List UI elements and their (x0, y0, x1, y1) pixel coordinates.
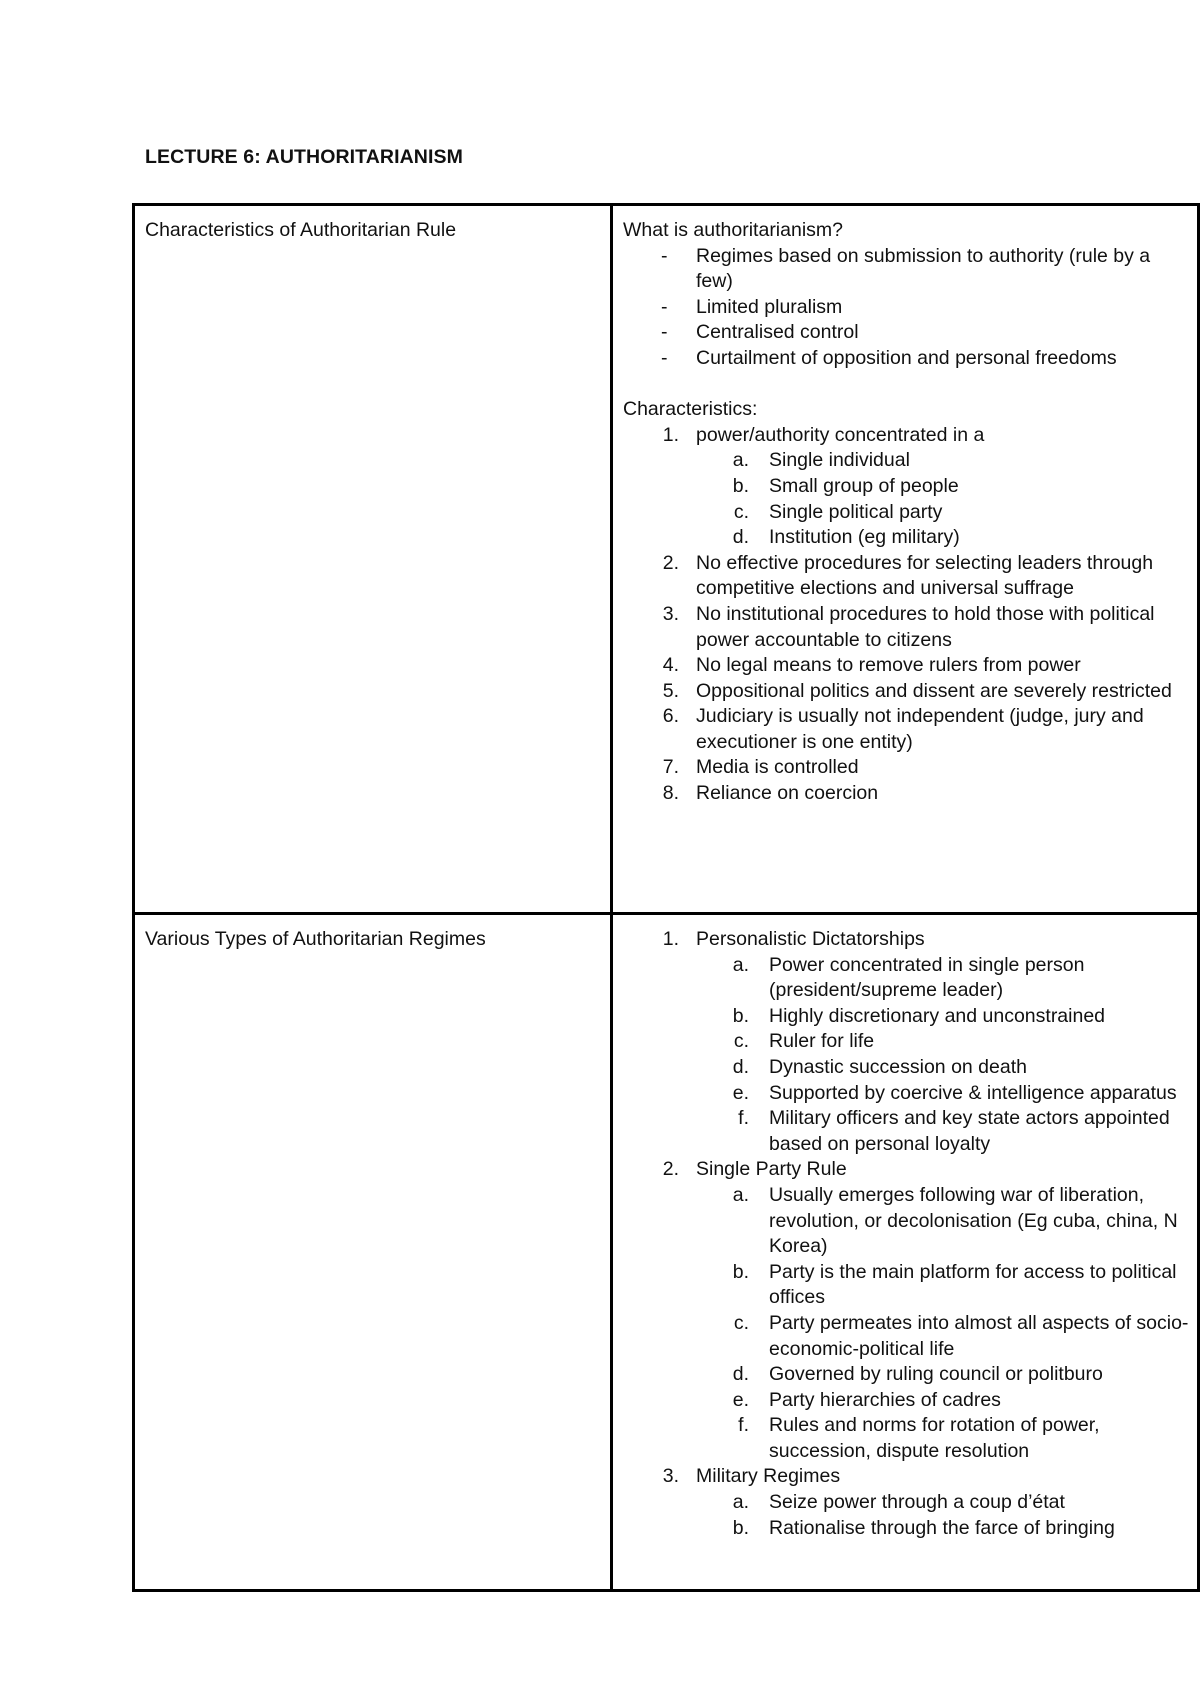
list-letter: f. (738, 1107, 749, 1130)
list-item (623, 927, 1189, 953)
sub-list-item (623, 448, 1189, 474)
sub-list-item (623, 953, 1189, 1004)
sub-list-item-text: Power concentrated in single person (president/supreme leader) (769, 953, 1085, 1002)
list-item-text: power/authority concentrated in a (696, 423, 985, 446)
list-letter: b. (732, 1260, 749, 1283)
list-letter: d. (732, 1363, 749, 1386)
list-letter: b. (732, 1004, 749, 1027)
list-item (623, 320, 1189, 346)
list-number: 1. (662, 423, 679, 446)
sub-list-item-text: Usually emerges following war of liberation, revolution, or decolonisation (Eg cuba, china, N Korea) (769, 1183, 1178, 1258)
list-item-text: Curtailment of opposition and personal freedoms (696, 346, 1117, 369)
list-letter: c. (733, 500, 749, 523)
list-number: 4. (662, 654, 679, 677)
sub-list-item (623, 1260, 1189, 1311)
list-item-text: Reliance on coercion (696, 782, 879, 805)
list-letter: b. (732, 1516, 749, 1539)
row-content-cell (612, 205, 1199, 914)
sub-list-item (623, 1388, 1189, 1414)
row-heading-cell (134, 914, 612, 1591)
list-letter: a. (732, 1183, 749, 1206)
sub-list-item-text: Rules and norms for rotation of power, succession, dispute resolution (769, 1414, 1100, 1462)
list-number: 3. (662, 602, 679, 625)
dash-marker: - (661, 244, 668, 267)
list-number: 6. (662, 705, 679, 728)
list-item (623, 551, 1189, 602)
list-item (623, 781, 1189, 807)
list-item (623, 653, 1189, 679)
sub-list-item (623, 1490, 1189, 1516)
list-number: 2. (662, 551, 679, 574)
sub-list-item (623, 1081, 1189, 1107)
dash-marker: - (661, 346, 668, 369)
sub-list-item-text: Institution (eg military) (769, 526, 960, 549)
characteristics-heading: Characteristics: (623, 398, 758, 421)
definition-heading: What is authoritarianism? (623, 219, 844, 241)
list-item-text: Centralised control (696, 321, 859, 344)
sub-list-item (623, 525, 1189, 551)
sub-list-item-text: Rationalise through the farce of bringing (769, 1516, 1115, 1539)
list-item-text: Oppositional politics and dissent are severely restricted (696, 679, 1172, 702)
list-item-text: Military Regimes (696, 1465, 841, 1488)
sub-list-item-text: Seize power through a coup d’état (769, 1491, 1065, 1514)
sub-list-item (623, 1413, 1189, 1464)
sub-list-item (623, 474, 1189, 500)
sub-list-item (623, 1516, 1189, 1542)
notes-table (132, 203, 1200, 1592)
list-number: 2. (662, 1158, 679, 1181)
sub-list-item-text: Party is the main platform for access to political offices (769, 1260, 1177, 1309)
sub-list-item-text: Dynastic succession on death (769, 1055, 1027, 1078)
list-item-text: Judiciary is usually not independent (judge, jury and executioner is one entity) (696, 705, 1144, 753)
list-item (623, 346, 1189, 372)
sub-list-item-text: Ruler for life (769, 1030, 875, 1053)
list-number: 3. (662, 1465, 679, 1488)
list-letter: e. (732, 1081, 749, 1104)
table-row (134, 914, 1199, 1591)
list-number: 5. (662, 679, 679, 702)
sub-list-item-text: Highly discretionary and unconstrained (769, 1004, 1106, 1027)
list-item (623, 679, 1189, 705)
document-title: LECTURE 6: AUTHORITARIANISM (145, 146, 463, 168)
sub-list-item-text: Party hierarchies of cadres (769, 1388, 1001, 1411)
spacer (623, 372, 1189, 398)
list-letter: a. (732, 1491, 749, 1514)
sub-list-item (623, 1029, 1189, 1055)
dash-marker: - (661, 321, 668, 344)
list-item (623, 602, 1189, 653)
sub-list-item-text: Single individual (769, 449, 910, 472)
list-letter: a. (732, 449, 749, 472)
list-item (623, 1157, 1189, 1183)
list-item-text: Personalistic Dictatorships (696, 928, 925, 950)
table-row (134, 205, 1199, 914)
sub-list-item-text: Small group of people (769, 474, 959, 497)
list-letter: a. (732, 953, 749, 976)
list-number: 7. (662, 756, 679, 779)
sub-list-item (623, 1004, 1189, 1030)
row-heading-cell (134, 205, 612, 914)
list-letter: c. (733, 1311, 749, 1334)
row-heading: Characteristics of Authoritarian Rule (145, 219, 457, 241)
sub-list-item-text: Supported by coercive & intelligence apparatus (769, 1081, 1177, 1104)
list-item (623, 1464, 1189, 1490)
list-item (623, 704, 1189, 755)
row-heading: Various Types of Authoritarian Regimes (145, 928, 486, 950)
sub-list-item (623, 1106, 1189, 1157)
list-item-text: Single Party Rule (696, 1158, 847, 1181)
list-item-text: Regimes based on submission to authority (rule by a few) (696, 244, 1151, 293)
dash-marker: - (661, 295, 668, 318)
sub-list-item-text: Governed by ruling council or politburo (769, 1363, 1103, 1386)
characteristics-list (623, 423, 1189, 807)
sub-list-item (623, 1055, 1189, 1081)
sub-list-item-text: Military officers and key state actors appointed based on personal loyalty (769, 1107, 1170, 1155)
list-item-text: Media is controlled (696, 756, 859, 779)
list-item (623, 755, 1189, 781)
list-letter: c. (733, 1030, 749, 1053)
list-item-text: No institutional procedures to hold those with political power accountable to citizens (696, 602, 1155, 651)
definition-list (623, 244, 1189, 372)
list-number: 1. (662, 928, 679, 950)
sub-list-item (623, 1183, 1189, 1260)
regime-types-list (623, 927, 1189, 1541)
row-content-cell (612, 914, 1199, 1591)
list-letter: d. (732, 526, 749, 549)
list-item-text: No legal means to remove rulers from power (696, 654, 1081, 677)
list-item (623, 295, 1189, 321)
list-letter: f. (738, 1414, 749, 1437)
list-letter: d. (732, 1055, 749, 1078)
list-item-text: Limited pluralism (696, 295, 843, 318)
list-item (623, 423, 1189, 449)
list-letter: e. (732, 1388, 749, 1411)
sub-list-item-text: Party permeates into almost all aspects of socio-economic-political life (769, 1311, 1189, 1360)
sub-list-item (623, 1362, 1189, 1388)
list-item (623, 244, 1189, 295)
sub-list-item (623, 500, 1189, 526)
list-item-text: No effective procedures for selecting leaders through competitive elections and universal suffrage (696, 551, 1154, 600)
sub-list-item (623, 1311, 1189, 1362)
sub-list-item-text: Single political party (769, 500, 943, 523)
list-number: 8. (662, 782, 679, 805)
list-letter: b. (732, 474, 749, 497)
